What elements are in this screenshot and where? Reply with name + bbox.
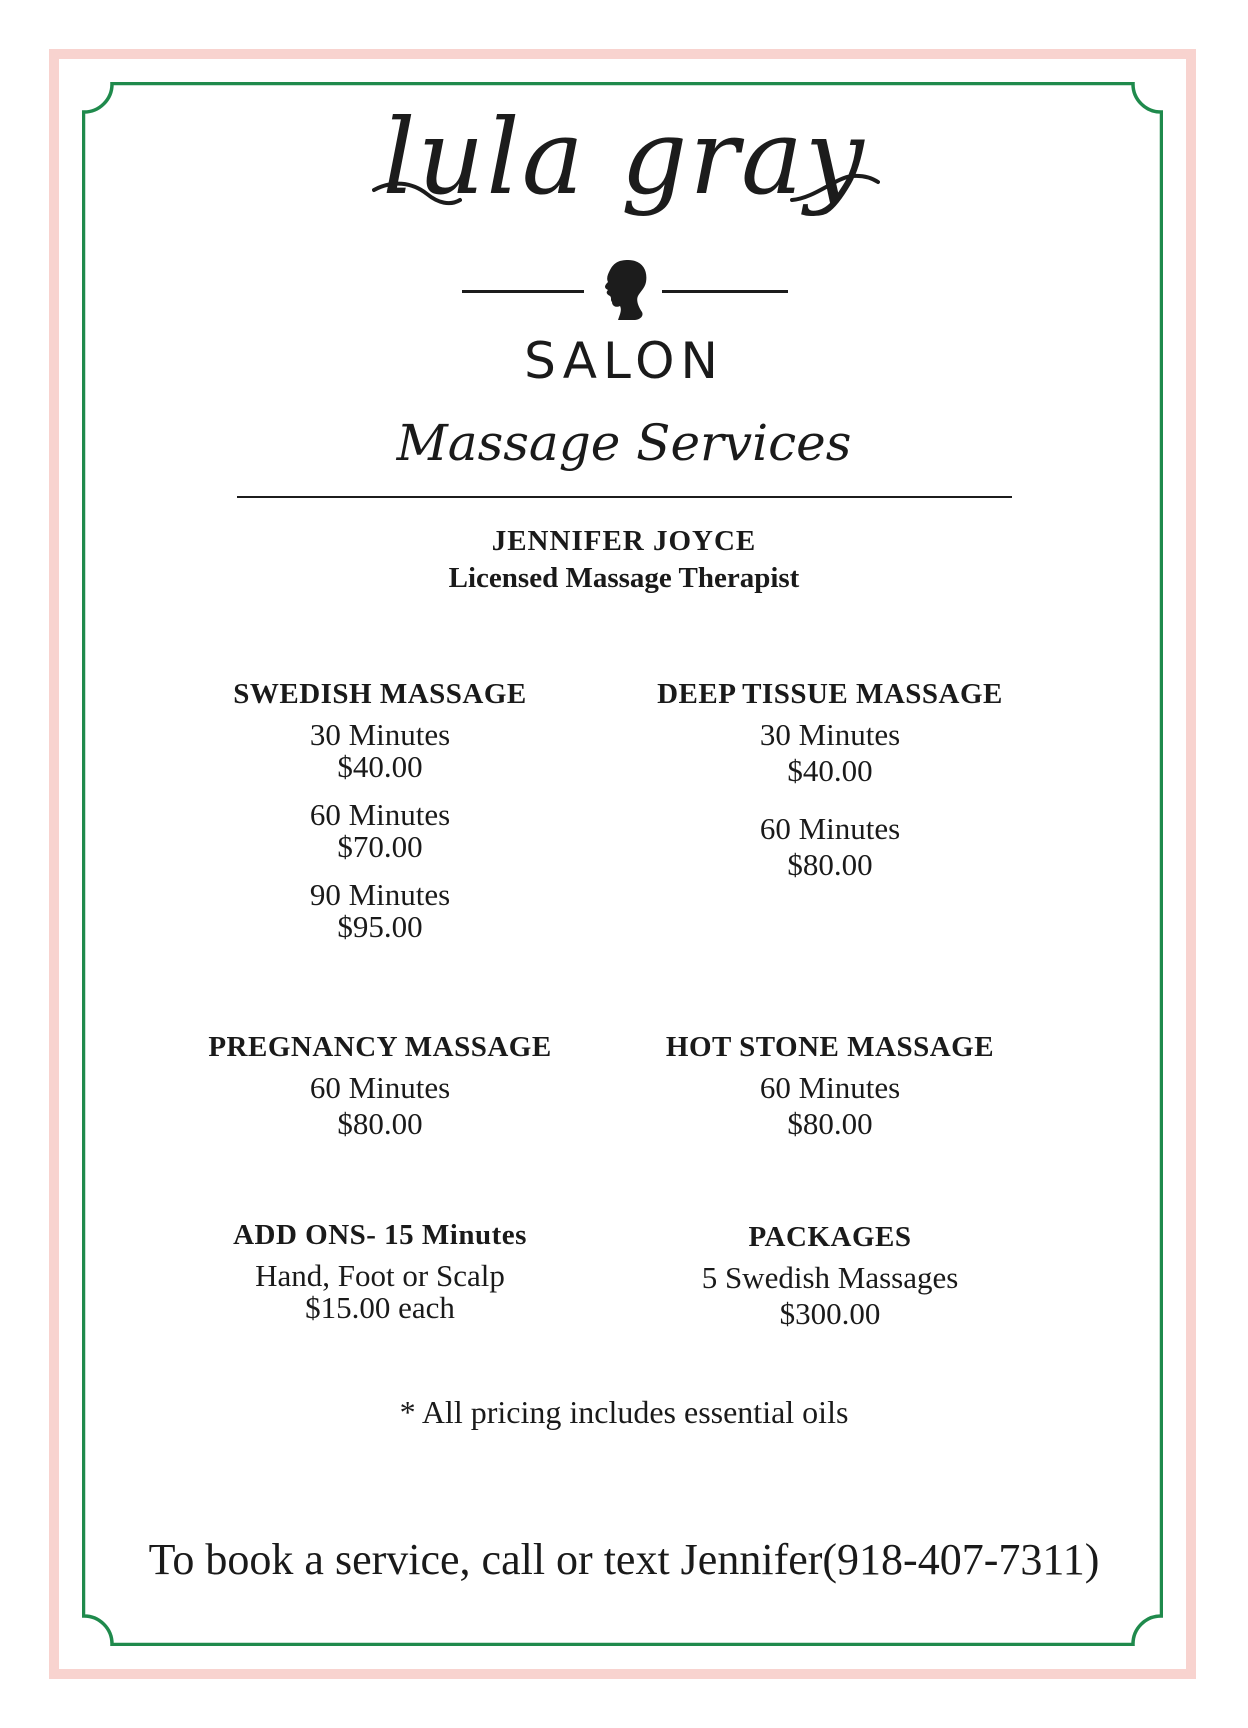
brand-logo-text: lula gray (382, 96, 866, 218)
service-deep-tissue (630, 680, 1030, 881)
service-swedish (200, 680, 560, 943)
woman-silhouette-icon (598, 258, 650, 322)
service-duration: 60 Minutes (309, 1070, 451, 1105)
page-title: Massage Services (396, 414, 852, 472)
service-duration: 60 Minutes (759, 811, 901, 846)
service-price: $80.00 (787, 847, 873, 882)
logo-divider-right (662, 290, 788, 293)
service-pregnancy (180, 1033, 580, 1140)
service-price: $40.00 (787, 753, 873, 788)
service-packages (630, 1223, 1030, 1330)
service-heading: HOT STONE MASSAGE (665, 1031, 995, 1063)
service-duration: 30 Minutes (759, 717, 901, 752)
logo-divider-left (462, 290, 584, 293)
service-heading: PREGNANCY MASSAGE (208, 1031, 552, 1063)
therapist-title: Licensed Massage Therapist (448, 562, 800, 594)
service-price: $70.00 (337, 829, 423, 864)
therapist-name: JENNIFER JOYCE (491, 525, 757, 557)
service-duration: 30 Minutes (309, 717, 451, 752)
service-heading: PACKAGES (748, 1221, 912, 1253)
pricing-note: * All pricing includes essential oils (399, 1394, 849, 1430)
service-description: 5 Swedish Massages (701, 1260, 959, 1295)
service-heading: DEEP TISSUE MASSAGE (657, 678, 1003, 710)
title-underline (237, 496, 1012, 498)
booking-contact: To book a service, call or text Jennifer(918-407-7311) (148, 1535, 1100, 1584)
service-duration: 90 Minutes (309, 877, 451, 912)
service-hot-stone (630, 1033, 1030, 1140)
service-price: $95.00 (337, 909, 423, 944)
service-price: $15.00 each (305, 1290, 455, 1325)
service-duration: 60 Minutes (309, 797, 451, 832)
service-price: $80.00 (337, 1106, 423, 1141)
service-price: $300.00 (779, 1296, 881, 1331)
service-description: Hand, Foot or Scalp (255, 1258, 505, 1293)
service-price: $80.00 (787, 1106, 873, 1141)
service-heading: SWEDISH MASSAGE (233, 678, 527, 710)
service-add-ons (180, 1221, 580, 1324)
service-duration: 60 Minutes (759, 1070, 901, 1105)
service-price: $40.00 (337, 749, 423, 784)
service-heading: ADD ONS- 15 Minutes (233, 1219, 527, 1251)
salon-subtitle: SALON (524, 332, 724, 390)
